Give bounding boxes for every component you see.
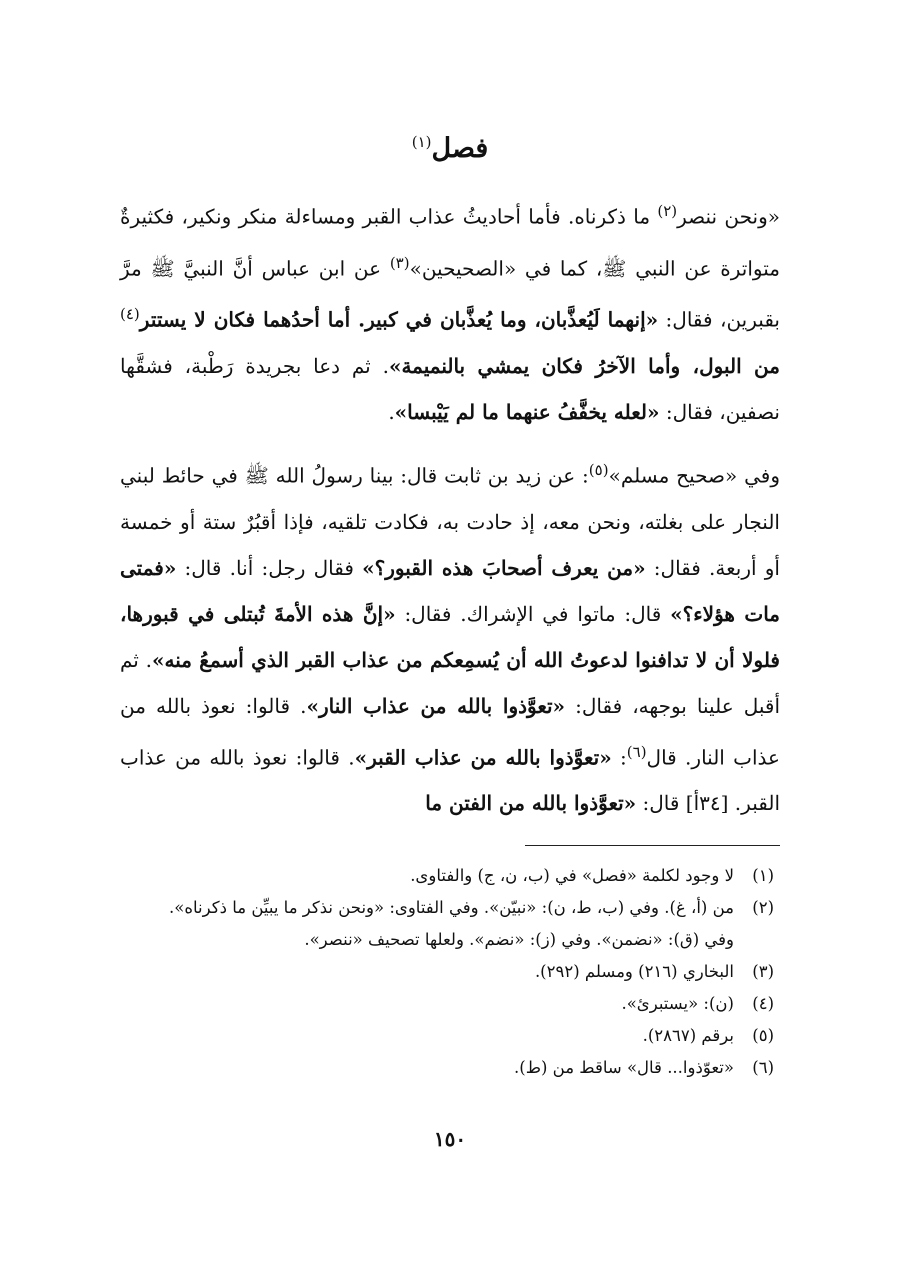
text-run: «ونحن ننصر bbox=[677, 204, 781, 229]
footnote-text: (ن): «يستبرئ». bbox=[621, 994, 734, 1013]
footnote-marker: (١) bbox=[411, 133, 432, 151]
text-run: . قالوا: نعوذ بالله من عذاب القبر. [٣٤أ] قال: bbox=[120, 745, 780, 816]
footnote bbox=[120, 892, 780, 924]
hadith-quote: «لعله يخفَّفُ عنهما ما لم يَيْبسا» bbox=[394, 399, 660, 424]
footnote-number: (٣) bbox=[752, 962, 774, 981]
heading-title: فصل bbox=[431, 133, 489, 164]
section-heading bbox=[120, 122, 780, 169]
footnote bbox=[120, 860, 780, 892]
text-run: : عن زيد بن ثابت قال: بينا رسولُ الله ﷺ في حائط لبني النجار على بغلته، ونحن معه، إذ حادت به، فكادت تلقيه، فإذا أقبُرٌ ستة أو خمسة أو أربعة. فقال: bbox=[120, 463, 780, 580]
text-run: . bbox=[388, 399, 395, 424]
footnote bbox=[120, 988, 780, 1020]
footnote-text: برقم (٢٨٦٧). bbox=[642, 1026, 734, 1045]
text-run: فقال رجل: أنا. قال: bbox=[176, 555, 363, 580]
footnote-number: (١) bbox=[752, 866, 774, 885]
paragraph-1 bbox=[120, 188, 780, 435]
text-run: ما ذكرناه. فأما أحاديثُ عذاب القبر ومساءلة منكر ونكير، فكثيرةٌ متواترة عن النبي ﷺ، كما في «الصحيحين» bbox=[120, 204, 780, 281]
hadith-quote: «تعوَّذوا بالله من عذاب النار» bbox=[306, 693, 566, 718]
footnote-marker: (٢) bbox=[657, 202, 678, 220]
text-run: . قالوا: نعوذ بالله من عذاب النار. قال bbox=[120, 693, 780, 770]
footnote-text: لا وجود لكلمة «فصل» في (ب، ن، ج) والفتاوى. bbox=[410, 866, 734, 885]
footnote-text: من (أ، غ). وفي (ب، ط، ن): «نبيّن». وفي الفتاوى: «ونحن نذكر ما يبيِّن ما ذكرناه». bbox=[169, 898, 734, 917]
text-run: . ثم أقبل علينا بوجهه، فقال: bbox=[120, 647, 781, 718]
footnotes bbox=[120, 860, 780, 1084]
main-text bbox=[120, 188, 780, 838]
book-page bbox=[120, 0, 780, 1271]
footnote bbox=[120, 1020, 780, 1052]
footnote-marker: (٥) bbox=[588, 460, 609, 479]
footnote bbox=[120, 956, 780, 988]
footnote-marker: (٦) bbox=[626, 742, 647, 761]
hadith-quote: «إنَّ هذه الأمةَ تُبتلى في قبورها، فلولا أن لا تدافنوا لدعوتُ الله أن يُسمِعكم من عذاب القبر الذي أسمعُ منه» bbox=[120, 601, 780, 672]
footnote-continuation: وفي (ق): «نضمن». وفي (ز): «نضم». ولعلها تصحيف «ننصر». bbox=[304, 930, 734, 949]
paragraph-2 bbox=[120, 447, 780, 826]
footnote-number: (٤) bbox=[752, 994, 774, 1013]
footnote-divider bbox=[525, 845, 780, 846]
hadith-quote: «فمتى مات هؤلاء؟» bbox=[120, 555, 781, 626]
text-run: : bbox=[611, 745, 627, 770]
hadith-quote: «من يعرف أصحابَ هذه القبور؟» bbox=[362, 555, 646, 580]
footnote-text: البخاري (٢١٦) ومسلم (٢٩٢). bbox=[534, 962, 734, 981]
footnote-marker: (٣) bbox=[389, 253, 410, 272]
text-run: . ثم دعا بجريدة رَطْبة، فشقَّها نصفين، فقال: bbox=[120, 353, 780, 424]
footnote-number: (٥) bbox=[752, 1026, 774, 1045]
text-run: وفي «صحيح مسلم» bbox=[608, 463, 780, 488]
hadith-quote: «تعوَّذوا بالله من عذاب القبر» bbox=[354, 745, 612, 770]
hadith-quote: «إنهما لَيُعذَّبان، وما يُعذَّبان في كبير. أما أحدُهما فكان لا يستتر bbox=[139, 307, 659, 332]
text-run: عن ابن عباس أنَّ النبيَّ ﷺ مرَّ بقبرين، فقال: bbox=[120, 256, 780, 332]
page-number: ١٥٠ bbox=[433, 1127, 467, 1151]
text-run: قال: ماتوا في الإشراك. فقال: bbox=[395, 601, 671, 626]
footnote-marker: (٤) bbox=[120, 305, 140, 324]
hadith-quote: من البول، وأما الآخرُ فكان يمشي بالنميمة» bbox=[388, 353, 780, 378]
footnote-number: (٦) bbox=[752, 1058, 774, 1077]
hadith-quote: «تعوَّذوا بالله من الفتن ما bbox=[425, 791, 637, 816]
footnote-text: «تعوّذوا... قال» ساقط من (ط). bbox=[514, 1058, 734, 1077]
footnote bbox=[120, 1052, 780, 1084]
footnote-number: (٢) bbox=[752, 898, 774, 917]
